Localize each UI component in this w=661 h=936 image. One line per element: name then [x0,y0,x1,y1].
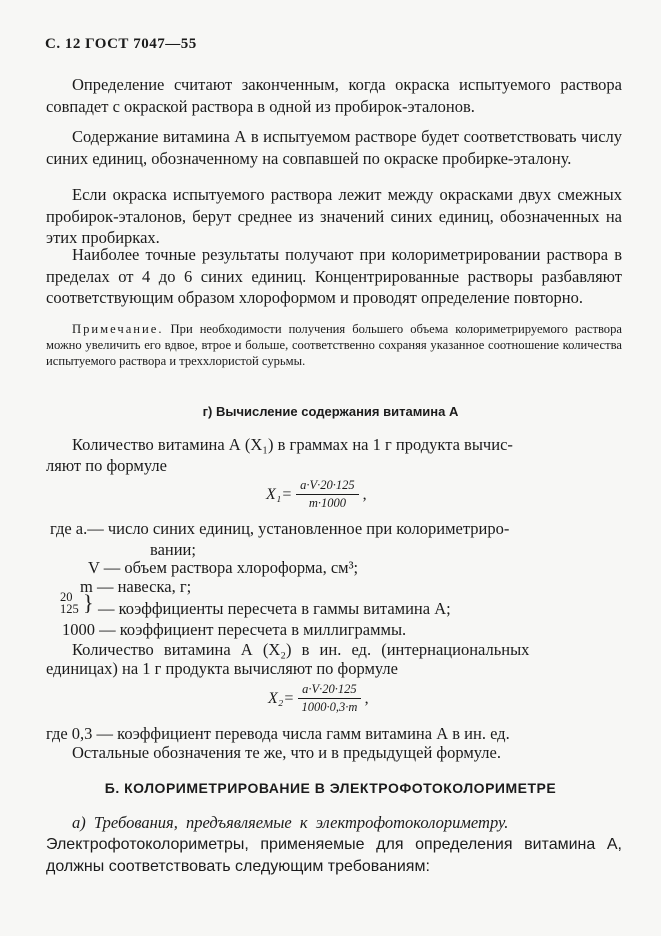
where-coeff-bottom: 125 [60,602,79,616]
calc-intro-line2: ляют по формуле [46,456,167,475]
where-m: m — навеска, г; [80,577,192,596]
note [46,321,622,369]
note-label: Примечание. [72,322,164,336]
formula-x2-denominator: 1000·0,3·m [301,700,358,714]
formula-x2-tail: , [364,689,369,707]
formula-x1 [266,478,367,511]
formula-x2-fraction [298,682,361,715]
paragraph-completion: Определение считают законченным, когда окраска испытуемого раствора совпадет с окраской раствора в одной из пробирок-эталонов. [46,75,622,116]
where-v: V — объем раствора хлороформа, см³; [88,558,359,577]
formula-x1-lhs: X₁= [266,485,293,503]
where-a-cont: вании; [150,540,196,559]
where-a: где a.— число синих единиц, установленное при колориметриро- [50,519,510,538]
subsection-heading: г) Вычисление содержания витамина А [202,404,459,419]
calc2-line1: Количество витамина А (X₂) в ин. ед. (интернациональных [72,640,530,659]
paragraph-content: Содержание витамина А в испытуемом растворе будет соответствовать числу синих единиц, обозначенному на совпавшей по окраске пробирке-эталону. [46,127,622,168]
note-text: При необходимости получения большего объема колориметрируемого раствора можно увеличить его вдвое, втрое и больше, соответственно сохраняя указанное соотношение количества испытуемого раствора и треххлористой сурьмы. [46,322,622,368]
requirements-label: а) Требования, предъявляемые к электрофотоколориметру. [72,813,509,832]
rest-notation: Остальные обозначения те же, что и в предыдущей формуле. [72,743,501,762]
formula-x1-denominator: m·1000 [308,496,346,510]
where-coeff-top: 20 [60,590,73,604]
formula-x1-numerator: a·V·20·125 [296,478,359,495]
formula-x1-tail: , [362,485,367,503]
formula-x2-lhs: X₂= [268,689,295,707]
formula-x2-numerator: a·V·20·125 [298,682,361,699]
requirements-text: Электрофотоколориметры, применяемые для определения витамина А, должны соответствовать следующим требованиям: [46,836,622,875]
formula-x2 [268,682,369,715]
where-1000: 1000 — коэффициент пересчета в миллиграммы. [62,620,407,639]
page-header: С. 12 ГОСТ 7047—55 [45,36,197,52]
paragraph-between: Если окраска испытуемого раствора лежит между окрасками двух смежных пробирок-эталонов, берут среднее из значений синих единиц, обозначенных на этих пробирках. [46,185,622,247]
paragraph-accuracy: Наиболее точные результаты получают при колориметрировании раствора в пределах от 4 до 6 синих единиц. Концентрированные растворы разбавляют соответствующим образом хлороформом и проводят определение повторно. [46,245,622,307]
calc-intro-line1: Количество витамина А (X₁) в граммах на 1 г продукта вычис- [72,435,513,454]
where-03: где 0,3 — коэффициент перевода числа гамм витамина А в ин. ед. [46,724,510,743]
formula-x1-fraction [296,478,359,511]
brace-icon: } [83,590,94,615]
where-coeff-text: — коэффициенты пересчета в гаммы витамина А; [98,599,451,618]
calc2-line2: единицах) на 1 г продукта вычисляют по формуле [46,659,398,678]
section-b-heading: Б. КОЛОРИМЕТРИРОВАНИЕ В ЭЛЕКТРОФОТОКОЛОРИМЕТРЕ [104,780,557,796]
